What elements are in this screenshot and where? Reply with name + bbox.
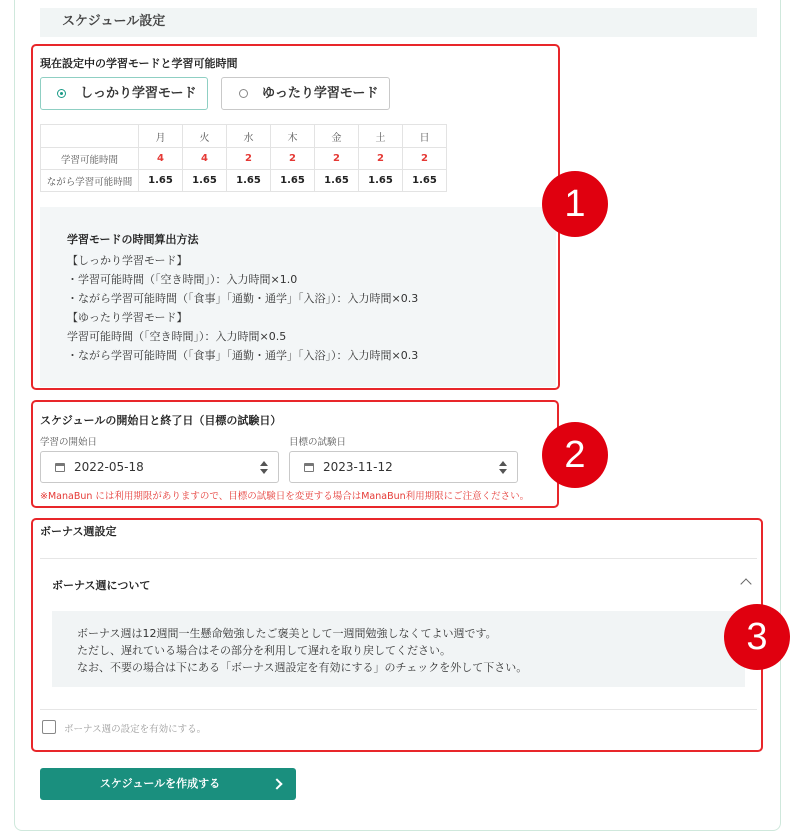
day-header: 月: [139, 125, 183, 148]
table-corner: [41, 125, 139, 148]
start-date-label: 学習の開始日: [40, 437, 98, 448]
mode-option-label: しっかり学習モード: [80, 86, 197, 101]
bonus-line: なお、不要の場合は下にある「ボーナス週設定を有効にする」のチェックを外して下さい。: [77, 661, 528, 674]
hours-cell: 1.65: [271, 170, 315, 192]
bonus-line: ただし、遅れている場合はその部分を利用して遅れを取り戻してください。: [77, 644, 451, 657]
bonus-explanation-box: [52, 611, 745, 687]
calculation-method-box: [40, 207, 556, 387]
calendar-icon: [55, 463, 65, 472]
radio-unselected-icon: [239, 89, 248, 98]
hours-cell: 2: [271, 148, 315, 170]
table-row: [41, 148, 447, 170]
hours-cell: 4: [139, 148, 183, 170]
hours-cell: 1.65: [403, 170, 447, 192]
day-header: 火: [183, 125, 227, 148]
hours-cell: 4: [183, 148, 227, 170]
start-date-input[interactable]: [40, 451, 279, 483]
day-header: 金: [315, 125, 359, 148]
hours-cell: 2: [227, 148, 271, 170]
bonus-enable-label[interactable]: ボーナス週の設定を有効にする。: [64, 724, 207, 735]
method-line: 学習可能時間（「空き時間」）：入力時間×0.5: [67, 330, 287, 343]
spinner-icon[interactable]: [499, 461, 507, 475]
table-row: [41, 170, 447, 192]
divider: [40, 558, 757, 559]
spinner-icon[interactable]: [260, 461, 268, 475]
bonus-about-toggle[interactable]: ボーナス週について: [52, 579, 151, 592]
hours-cell: 1.65: [139, 170, 183, 192]
hours-cell: 2: [315, 148, 359, 170]
row-label: 学習可能時間: [41, 148, 139, 170]
hours-cell: 1.65: [359, 170, 403, 192]
bonus-enable-checkbox[interactable]: [42, 720, 56, 734]
date-notice: ※ManaBun には利用期限がありますので、目標の試験日を変更する場合はManaBun利用期限にご注意ください。: [40, 491, 530, 502]
calendar-icon: [304, 463, 314, 472]
method-line: ・学習可能時間（「空き時間」）：入力時間×1.0: [67, 273, 298, 286]
method-title: 学習モードの時間算出方法: [67, 233, 199, 246]
mode-option-yuttari[interactable]: [221, 77, 390, 110]
section-title: スケジュール設定: [40, 8, 757, 37]
mode-section-label: 現在設定中の学習モードと学習可能時間: [40, 57, 238, 70]
mode-option-shikkari[interactable]: [40, 77, 208, 110]
day-header: 木: [271, 125, 315, 148]
annotation-badge-1: 1: [542, 171, 608, 237]
dates-section-label: スケジュールの開始日と終了日（目標の試験日）: [40, 414, 282, 427]
hours-cell: 1.65: [227, 170, 271, 192]
hours-cell: 1.65: [315, 170, 359, 192]
annotation-badge-2: 2: [542, 422, 608, 488]
end-date-input[interactable]: [289, 451, 518, 483]
end-date-value: 2023-11-12: [323, 460, 393, 474]
row-label: ながら学習可能時間: [41, 170, 139, 192]
day-header: 日: [403, 125, 447, 148]
divider: [40, 709, 757, 710]
method-line: ・ながら学習可能時間（「食事」「通勤・通学」「入浴」）：入力時間×0.3: [67, 292, 419, 305]
start-date-value: 2022-05-18: [74, 460, 144, 474]
end-date-label: 目標の試験日: [289, 437, 347, 448]
hours-cell: 2: [359, 148, 403, 170]
day-header: 水: [227, 125, 271, 148]
study-hours-table: [40, 124, 447, 192]
method-line: ・ながら学習可能時間（「食事」「通勤・通学」「入浴」）：入力時間×0.3: [67, 349, 419, 362]
bonus-line: ボーナス週は12週間一生懸命勉強したご褒美として一週間勉強しなくてよい週です。: [77, 627, 497, 640]
method-line: 【ゆったり学習モード】: [67, 311, 188, 324]
method-line: 【しっかり学習モード】: [67, 254, 188, 267]
create-schedule-button[interactable]: [40, 768, 296, 800]
radio-selected-icon: [57, 89, 66, 98]
bonus-section-label: ボーナス週設定: [40, 525, 117, 538]
hours-cell: 1.65: [183, 170, 227, 192]
day-header: 土: [359, 125, 403, 148]
hours-cell: 2: [403, 148, 447, 170]
mode-option-label: ゆったり学習モード: [262, 86, 379, 101]
create-schedule-label: スケジュールを作成する: [99, 777, 221, 790]
annotation-badge-3: 3: [724, 604, 790, 670]
